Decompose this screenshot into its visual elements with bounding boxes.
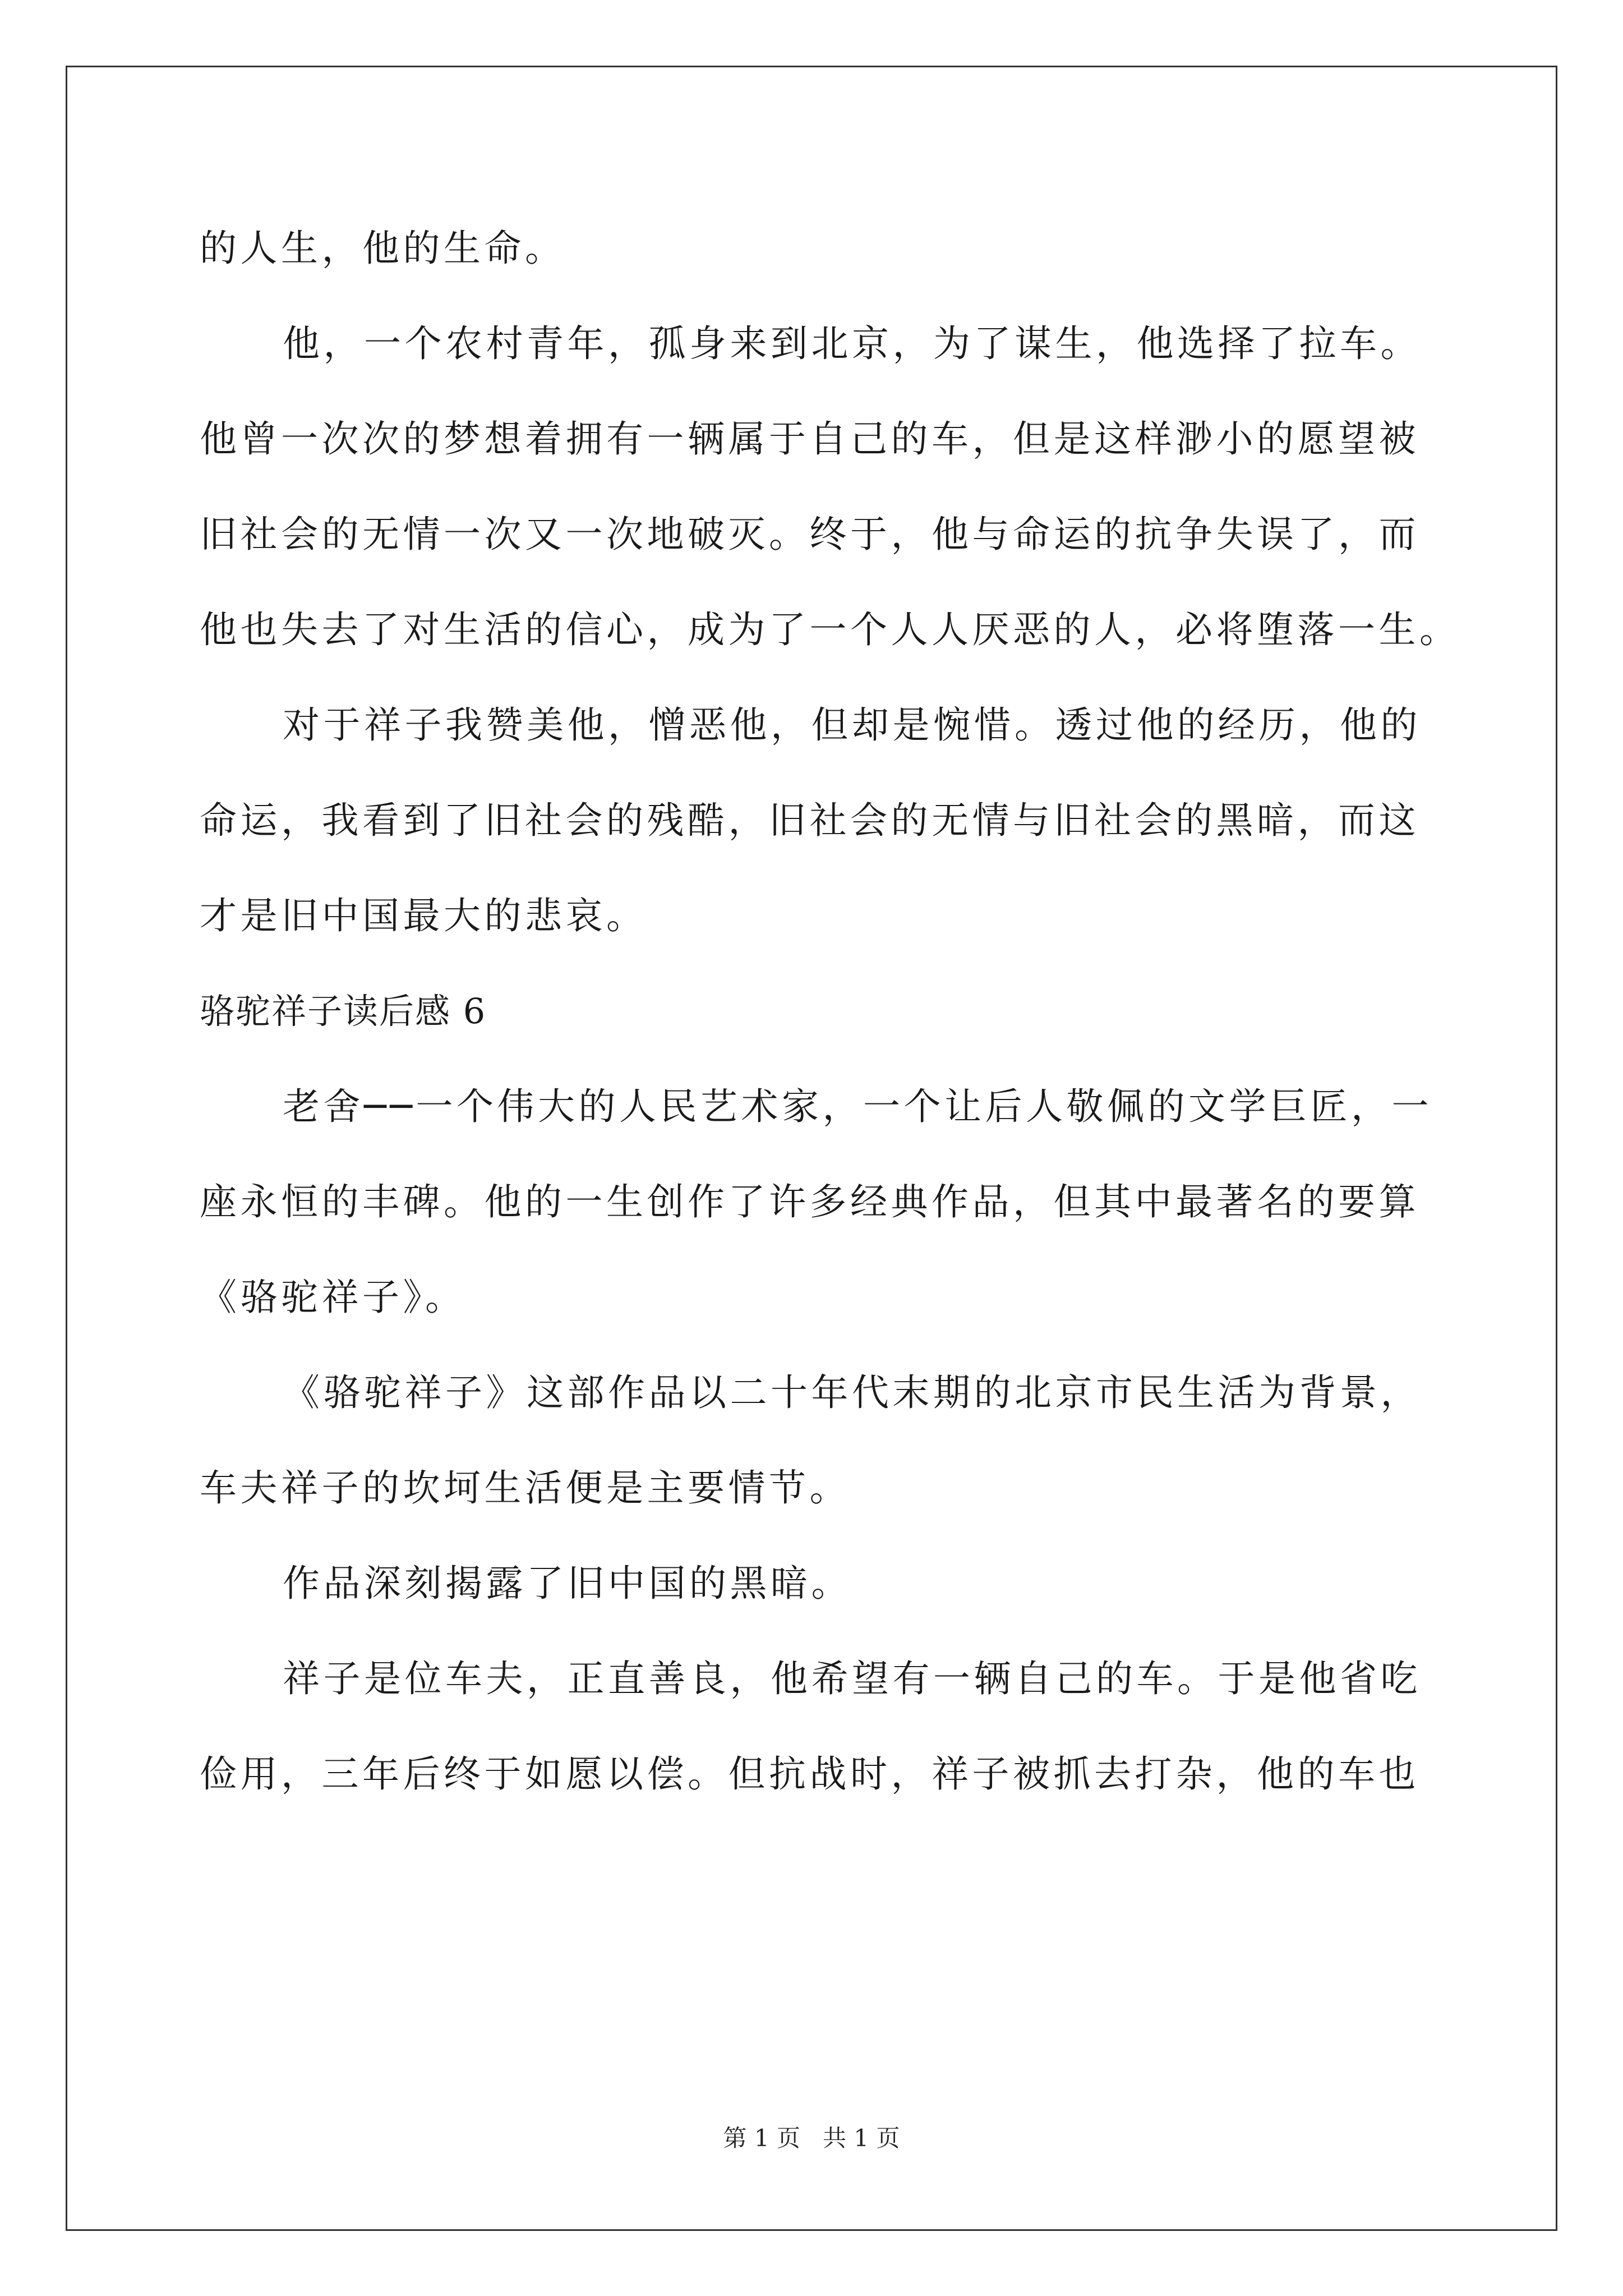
- text-line: 命运，我看到了旧社会的残酷，旧社会的无情与旧社会的黑暗，而这: [200, 799, 1419, 842]
- text-line: 旧社会的无情一次又一次地破灭。终于，他与命运的抗争失误了，而: [200, 513, 1419, 556]
- paragraph-first-line: 《骆驼祥子》这部作品以二十年代末期的北京市民生活为背景，: [283, 1371, 1421, 1414]
- text-line: 的人生，他的生命。: [200, 227, 566, 270]
- section-heading: 骆驼祥子读后感 6: [200, 991, 487, 1032]
- paragraph-first-line: 作品深刻揭露了旧中国的黑暗。: [283, 1562, 852, 1605]
- text-line: 俭用，三年后终于如愿以偿。但抗战时，祥子被抓去打杂，他的车也: [200, 1752, 1419, 1796]
- text-line: 《骆驼祥子》。: [200, 1276, 466, 1319]
- paragraph-first-line: 祥子是位车夫，正直善良，他希望有一辆自己的车。于是他省吃: [283, 1657, 1421, 1700]
- text-line: 他也失去了对生活的信心，成为了一个人人厌恶的人，必将堕落一生。: [200, 608, 1460, 651]
- paragraph-first-line: 老舍──一个伟大的人民艺术家，一个让后人敬佩的文学巨匠，一: [283, 1085, 1432, 1128]
- text-line: 座永恒的丰碑。他的一生创作了许多经典作品，但其中最著名的要算: [200, 1180, 1419, 1223]
- text-line: 车夫祥子的坎坷生活便是主要情节。: [200, 1466, 850, 1510]
- paragraph-first-line: 他，一个农村青年，孤身来到北京，为了谋生，他选择了拉车。: [283, 322, 1421, 365]
- page-footer: 第 1 页 共 1 页: [723, 2124, 900, 2152]
- page-border: [66, 66, 1557, 2231]
- text-line: 才是旧中国最大的悲哀。: [200, 894, 647, 937]
- paragraph-first-line: 对于祥子我赞美他，憎恶他，但却是惋惜。透过他的经历，他的: [283, 703, 1421, 747]
- text-line: 他曾一次次的梦想着拥有一辆属于自己的车，但是这样渺小的愿望被: [200, 417, 1419, 461]
